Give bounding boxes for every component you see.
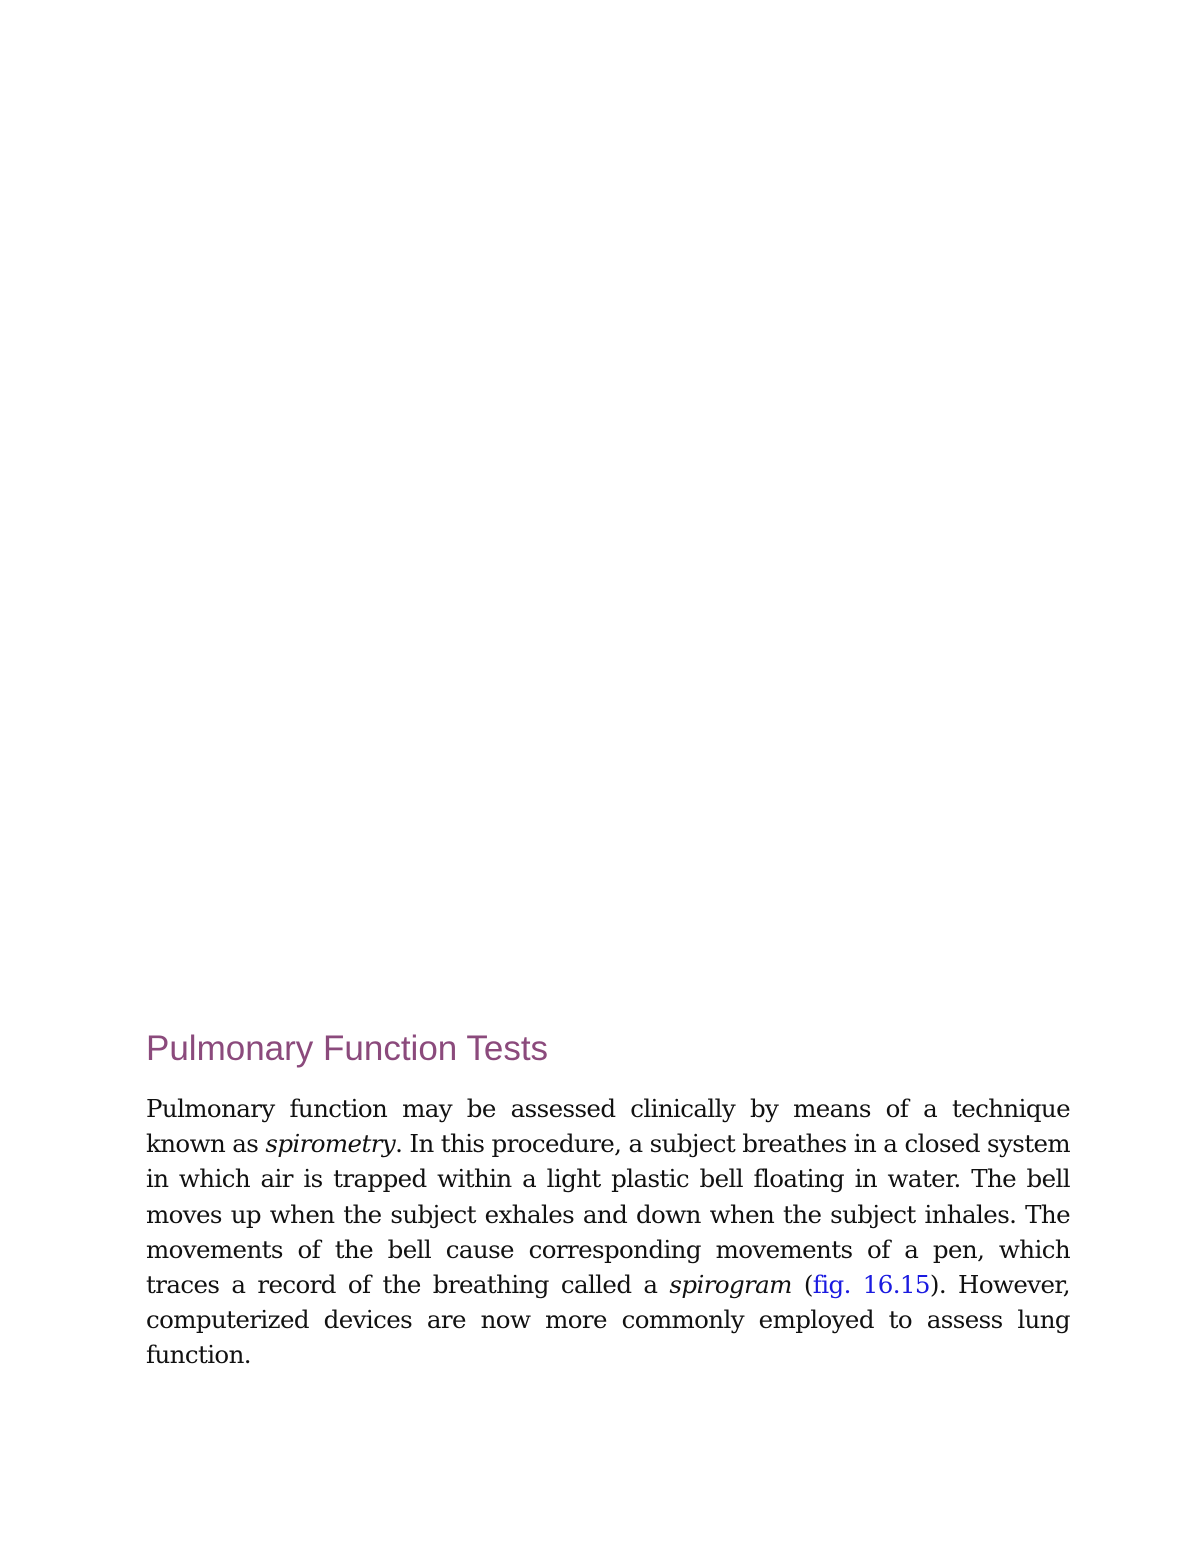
paragraph-text: . In this procedure, a subject breathes in a closed system in which air is trapped within a light plastic bell floating in water. The bell moves up when the subject exhales and down when the subject inhales. The movements of the bell cause corresponding movements of a pen, which traces a record of the breathing called a <box>146 1129 1070 1300</box>
term-spirometry: spirometry <box>265 1129 396 1159</box>
section-heading: Pulmonary Function Tests <box>146 1029 549 1068</box>
term-spirogram: spirogram <box>669 1270 792 1300</box>
pulmonary-function-section <box>146 1026 1070 1373</box>
paragraph-text: Pulmonary function may be assessed clinically by means of a technique known as <box>146 1094 1070 1159</box>
figure-link[interactable]: fig. 16.15 <box>812 1270 930 1300</box>
body-paragraph <box>146 1091 1070 1373</box>
paragraph-text: ). However, computerized devices are now more commonly employed to assess lung function. <box>146 1270 1070 1370</box>
paragraph-text: ( <box>791 1270 813 1300</box>
